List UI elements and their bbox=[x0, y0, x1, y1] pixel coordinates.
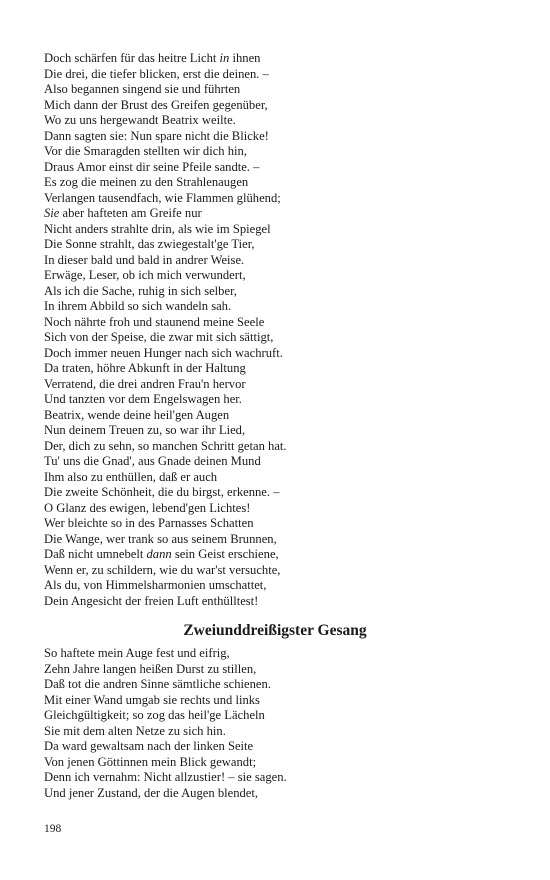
verse-line bbox=[44, 594, 514, 610]
verse-text: Erwäge, Leser, ob ich mich verwundert, bbox=[44, 268, 246, 282]
verse-line bbox=[44, 563, 514, 579]
verse-emphasis: dann bbox=[146, 547, 172, 561]
canto-heading: Zweiunddreißigster Gesang bbox=[183, 622, 367, 639]
verse-text: Dein Angesicht der freien Luft enthülltest! bbox=[44, 593, 259, 608]
verse-line bbox=[44, 191, 514, 207]
verse-text: Ihm also zu enthüllen, daß er auch bbox=[44, 469, 218, 484]
verse-block-first bbox=[44, 51, 514, 609]
verse-text: O Glanz des ewigen, lebend'gen Lichtes! bbox=[44, 500, 251, 515]
verse-text: Zehn Jahre langen heißen Durst zu stillen, bbox=[44, 661, 257, 676]
verse-line bbox=[44, 299, 514, 315]
verse-text: In dieser bald und bald in andrer Weise. bbox=[44, 252, 245, 267]
verse-line bbox=[44, 268, 514, 284]
verse-line bbox=[44, 144, 514, 160]
verse-text: In ihrem Abbild so sich wandeln sah. bbox=[44, 299, 232, 313]
verse-text: Beatrix, wende deine heil'gen Augen bbox=[44, 407, 230, 422]
verse-text: Wer bleichte so in des Parnasses Schatten bbox=[44, 516, 254, 530]
verse-text: Verlangen tausendfach, wie Flammen glühend; bbox=[44, 190, 281, 205]
verse-line bbox=[44, 222, 514, 238]
verse-line bbox=[44, 175, 514, 191]
verse-text: Nicht anders strahlte drin, als wie im Spiegel bbox=[44, 221, 271, 236]
verse-emphasis: Sie bbox=[44, 206, 60, 220]
verse-text: Da ward gewaltsam nach der linken Seite bbox=[44, 739, 254, 753]
verse-line bbox=[44, 516, 514, 532]
verse-line bbox=[44, 392, 514, 408]
verse-text: Da traten, höhre Abkunft in der Haltung bbox=[44, 361, 246, 375]
verse-text: Und tanzten vor dem Engelswagen her. bbox=[44, 392, 242, 406]
verse-line bbox=[44, 501, 514, 517]
verse-text: Draus Amor einst dir seine Pfeile sandte. – bbox=[44, 159, 260, 174]
verse-line bbox=[44, 739, 514, 755]
verse-block-second bbox=[44, 646, 514, 801]
verse-line bbox=[44, 755, 514, 771]
verse-line bbox=[44, 662, 514, 678]
verse-text: Gleichgültigkeit; so zog das heil'ge Lächeln bbox=[44, 708, 265, 722]
verse-text: Nun deinem Treuen zu, so war ihr Lied, bbox=[44, 423, 246, 437]
verse-line bbox=[44, 724, 514, 740]
verse-text: Doch schärfen für das heitre Licht bbox=[44, 51, 220, 65]
verse-line bbox=[44, 786, 514, 802]
verse-line bbox=[44, 532, 514, 548]
verse-line bbox=[44, 578, 514, 594]
verse-line bbox=[44, 439, 514, 455]
verse-text: Daß tot die andren Sinne sämtliche schienen. bbox=[44, 677, 271, 691]
verse-line bbox=[44, 377, 514, 393]
verse-text: aber hafteten am Greife nur bbox=[59, 206, 202, 220]
verse-text: Sie mit dem alten Netze zu sich hin. bbox=[44, 723, 226, 738]
verse-line bbox=[44, 361, 514, 377]
verse-line bbox=[44, 770, 514, 786]
verse-text: Der, dich zu sehn, so manchen Schritt getan hat. bbox=[44, 438, 287, 453]
verse-line bbox=[44, 423, 514, 439]
verse-text: Die drei, die tiefer blicken, erst die deinen. – bbox=[44, 66, 269, 81]
verse-text: Dann sagten sie: Nun spare nicht die Blicke! bbox=[44, 128, 269, 143]
verse-text: Mit einer Wand umgab sie rechts und links bbox=[44, 692, 260, 707]
verse-text: Mich dann der Brust des Greifen gegenüber, bbox=[44, 97, 268, 112]
verse-line bbox=[44, 408, 514, 424]
verse-line bbox=[44, 346, 514, 362]
verse-text: Doch immer neuen Hunger nach sich wachruft. bbox=[44, 345, 283, 360]
verse-line bbox=[44, 113, 514, 129]
verse-text: Wo zu uns hergewandt Beatrix weilte. bbox=[44, 113, 236, 127]
verse-emphasis: in bbox=[219, 51, 230, 65]
verse-line bbox=[44, 98, 514, 114]
verse-text: Vor die Smaragden stellten wir dich hin, bbox=[44, 144, 247, 158]
verse-line bbox=[44, 315, 514, 331]
verse-line bbox=[44, 67, 514, 83]
verse-text: Daß nicht umnebelt bbox=[44, 547, 147, 561]
verse-text: Als ich die Sache, ruhig in sich selber, bbox=[44, 283, 237, 298]
verse-line bbox=[44, 253, 514, 269]
verse-line bbox=[44, 547, 514, 563]
verse-text: Die Sonne strahlt, das zwiegestalt'ge Tier, bbox=[44, 237, 255, 251]
verse-line bbox=[44, 330, 514, 346]
verse-text: Tu' uns die Gnad', aus Gnade deinen Mund bbox=[44, 454, 261, 468]
verse-text: Es zog die meinen zu den Strahlenaugen bbox=[44, 175, 249, 189]
verse-text: Sich von der Speise, die zwar mit sich sättigt, bbox=[44, 330, 274, 344]
verse-line bbox=[44, 82, 514, 98]
verse-line bbox=[44, 160, 514, 176]
verse-text: Verratend, die drei andren Frau'n hervor bbox=[44, 376, 246, 391]
verse-text: Wenn er, zu schildern, wie du war'st versuchte, bbox=[44, 562, 281, 577]
verse-line bbox=[44, 237, 514, 253]
verse-text: sein Geist erschiene, bbox=[171, 547, 279, 561]
page-number: 198 bbox=[44, 823, 62, 835]
verse-line bbox=[44, 470, 514, 486]
verse-text: Also begannen singend sie und führten bbox=[44, 82, 241, 96]
verse-text: Denn ich vernahm: Nicht allzustier! – sie sagen. bbox=[44, 770, 287, 784]
verse-line bbox=[44, 708, 514, 724]
verse-line bbox=[44, 206, 514, 222]
verse-text: Von jenen Göttinnen mein Blick gewandt; bbox=[44, 754, 257, 769]
verse-line bbox=[44, 129, 514, 145]
verse-line bbox=[44, 485, 514, 501]
verse-text: ihnen bbox=[229, 51, 261, 65]
verse-line bbox=[44, 646, 514, 662]
verse-line bbox=[44, 677, 514, 693]
verse-line bbox=[44, 51, 514, 67]
verse-text: Die zweite Schönheit, die du birgst, erkenne. – bbox=[44, 485, 280, 499]
verse-text: Und jener Zustand, der die Augen blendet, bbox=[44, 785, 259, 800]
verse-line bbox=[44, 693, 514, 709]
verse-text: Die Wange, wer trank so aus seinem Brunnen, bbox=[44, 531, 277, 546]
verse-text: So haftete mein Auge fest und eifrig, bbox=[44, 646, 230, 660]
verse-text: Noch nährte froh und staunend meine Seele bbox=[44, 314, 265, 329]
verse-text: Als du, von Himmelsharmonien umschattet, bbox=[44, 578, 267, 592]
verse-line bbox=[44, 284, 514, 300]
verse-line bbox=[44, 454, 514, 470]
